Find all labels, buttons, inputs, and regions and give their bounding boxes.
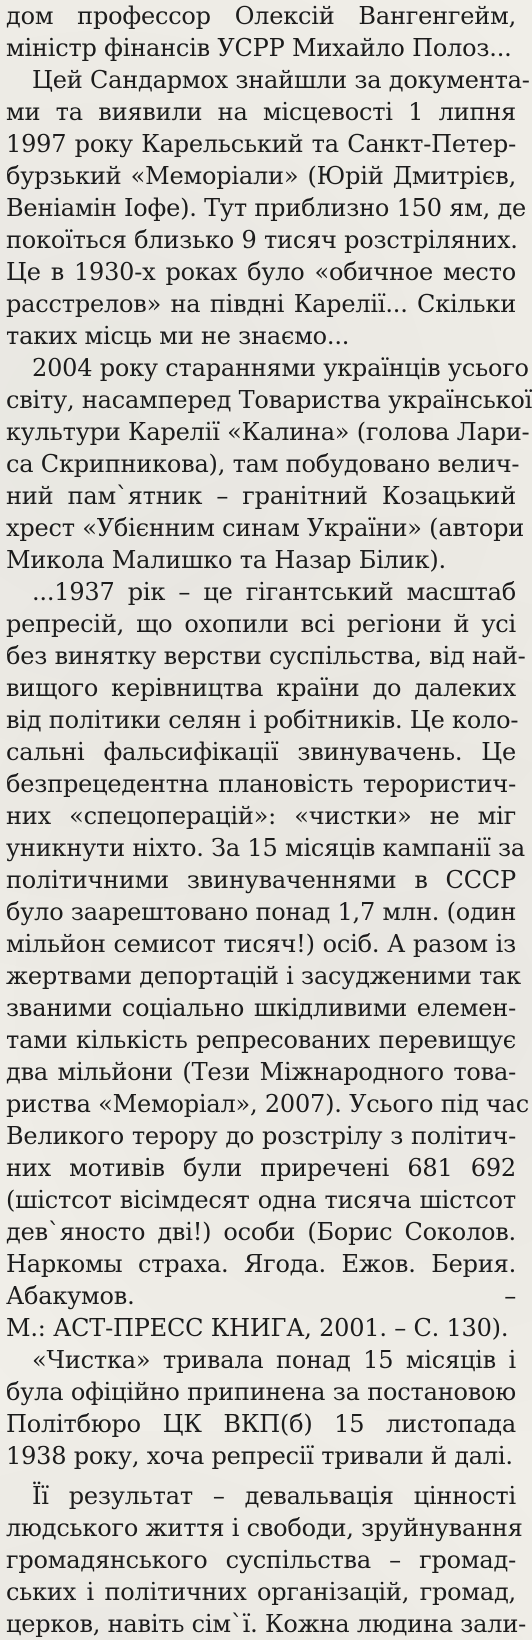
text-line: жертвами депортацій і засудженими так — [6, 962, 521, 990]
text-line: ських і політичних організацій, громад, — [6, 1578, 516, 1606]
text-line: них мотивів були приречені 681 692 — [6, 1154, 516, 1182]
paragraph — [6, 64, 530, 352]
text-line: громадянського суспільства – громад- — [6, 1546, 516, 1574]
text-line: званими соціально шкідливими елемен- — [6, 994, 516, 1022]
paragraph — [6, 352, 532, 576]
text-line: дев`яносто дві!) особи (Борис Соколов. — [6, 1218, 516, 1246]
text-line: (шістсот вісімдесят одна тисяча шістсот — [6, 1186, 516, 1214]
text-line: репресій, що охопили всі регіони й усі — [6, 610, 516, 638]
text-line: світу, насамперед Товариства української — [6, 386, 532, 414]
text-line: ний пам`ятник – гранітний Козацький — [6, 482, 516, 510]
text-line: церков, навіть сім`ї. Кожна людина зали- — [6, 1610, 527, 1638]
text-line: ми та виявили на місцевості 1 липня — [6, 98, 516, 126]
paragraph-gap — [6, 1472, 516, 1480]
article-column — [6, 0, 532, 1640]
text-line: хрест «Убієнним синам України» (автори — [6, 514, 525, 542]
text-line: 2004 року стараннями українців усього — [32, 354, 529, 382]
text-line: Її результат – девальвація цінності — [32, 1482, 516, 1510]
text-line: людського життя і свободи, зруйнування — [6, 1514, 523, 1542]
text-line: М.: АСТ-ПРЕСС КНИГА, 2001. – С. 130). — [6, 1314, 509, 1342]
text-line: була офіційно припинена за постановою — [6, 1378, 516, 1406]
text-line: 1938 року, хоча репресії тривали й далі. — [6, 1442, 513, 1470]
text-line: два мільйони (Тези Міжнародного това- — [6, 1058, 516, 1086]
text-line: Великого терору до розстрілу з політич- — [6, 1122, 516, 1150]
text-line: від політики селян і робітників. Це коло- — [6, 706, 519, 734]
text-line: тами кількість репресованих перевищує — [6, 1026, 516, 1054]
text-line: Це в 1930-х роках було «обичное место — [6, 258, 516, 286]
text-line: вищого керівництва країни до далеких — [6, 674, 516, 702]
paragraph — [6, 1344, 516, 1472]
text-line: мільйон семисот тисяч!) осіб. А разом із — [6, 930, 516, 958]
text-line: них «спецоперацій»: «чистки» не міг — [6, 802, 516, 830]
text-line: без винятку верстви суспільства, від най- — [6, 642, 526, 670]
text-line: було заарештовано понад 1,7 млн. (один — [6, 898, 517, 926]
text-line: таких місць ми не знаємо... — [6, 322, 350, 350]
text-line: бурзький «Меморіали» (Юрій Дмитрієв, — [6, 162, 516, 190]
paragraph — [6, 1480, 527, 1640]
text-line: Абакумов. – — [6, 1282, 516, 1310]
text-line: ...1937 рік – це гігантський масштаб — [32, 578, 516, 606]
text-line: уникнути ніхто. За 15 місяців кампанії за — [6, 834, 526, 862]
text-line: дом профессор Олексій Вангенгейм, — [6, 2, 516, 30]
text-line: Політбюро ЦК ВКП(б) 15 листопада — [6, 1410, 516, 1438]
text-line: Веніамін Іофе). Тут приблизно 150 ям, де — [6, 194, 527, 222]
text-line: Наркомы страха. Ягода. Ежов. Берия. — [6, 1250, 516, 1278]
text-line: сальні фальсифікації звинувачень. Це — [6, 738, 516, 766]
text-line: Цей Сандармох знайшли за документа- — [32, 66, 530, 94]
text-line: «Чистка» тривала понад 15 місяців і — [32, 1346, 516, 1374]
text-line: покоїться близько 9 тисяч розстріляних. — [6, 226, 518, 254]
text-line: культури Карелії «Калина» (голова Лари- — [6, 418, 530, 446]
text-line: риства «Меморіал», 2007). Усього під час — [6, 1090, 529, 1118]
text-line: расстрелов» на півдні Карелії... Скільки — [6, 290, 516, 318]
text-line: Микола Малишко та Назар Білик). — [6, 546, 446, 574]
text-line: са Скрипникова), там побудовано велич- — [6, 450, 520, 478]
text-line: політичними звинуваченнями в СССР — [6, 866, 516, 894]
text-line: 1997 року Карельський та Санкт-Петер- — [6, 130, 516, 158]
paragraph — [6, 576, 529, 1344]
text-line: безпрецедентна плановість терористич- — [6, 770, 516, 798]
paragraph — [6, 0, 516, 64]
text-line: міністр фінансів УСРР Михайло Полоз... — [6, 34, 512, 62]
